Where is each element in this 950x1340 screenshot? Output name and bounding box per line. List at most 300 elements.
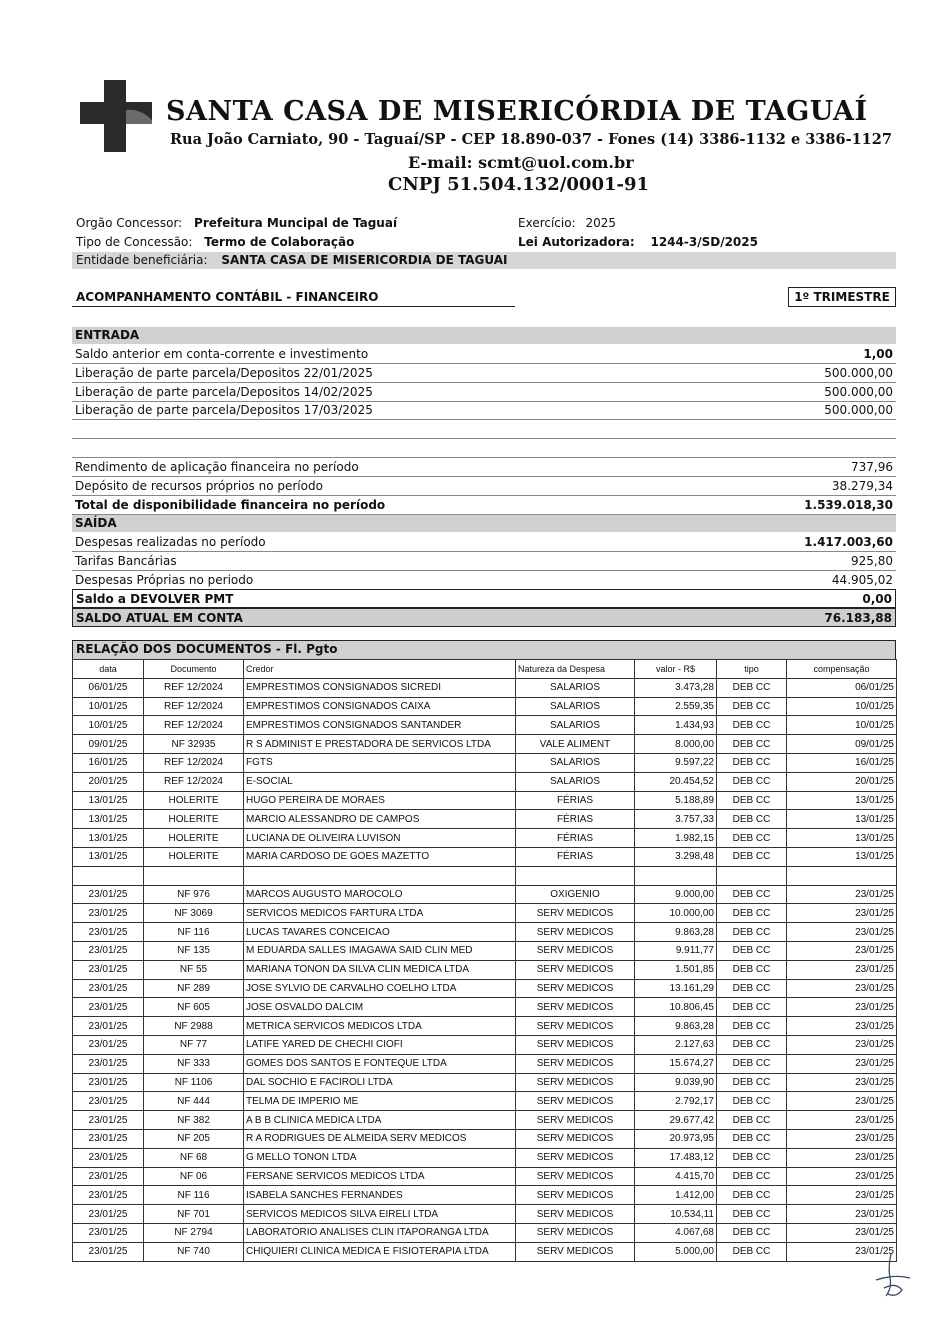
- entidade-beneficiaria: [76, 253, 508, 267]
- cell-data: 23/01/25: [73, 941, 144, 960]
- cell-credor: A B B CLINICA MEDICA LTDA: [244, 1111, 516, 1130]
- orgao-value: Prefeitura Muncipal de Taguaí: [194, 216, 398, 230]
- entrada-row-value: 500.000,00: [824, 403, 893, 417]
- cell-tipo: DEB CC: [717, 810, 787, 829]
- table-row: [73, 810, 897, 829]
- cell-valor: 3.473,28: [635, 678, 717, 697]
- cell-natureza: SERV MEDICOS: [516, 1223, 635, 1242]
- cell-compensacao: 23/01/25: [787, 998, 897, 1017]
- cell-valor: 4.067,68: [635, 1223, 717, 1242]
- table-row: [73, 1223, 897, 1242]
- table-row: [73, 1242, 897, 1261]
- table-row: [73, 979, 897, 998]
- cell-credor: G MELLO TONON LTDA: [244, 1148, 516, 1167]
- cell-valor: 1.982,15: [635, 829, 717, 848]
- table-row: [73, 1205, 897, 1224]
- table-row: [73, 998, 897, 1017]
- cell-data: 23/01/25: [73, 1242, 144, 1261]
- cell-data: 23/01/25: [73, 885, 144, 904]
- saldo-row: [72, 608, 896, 627]
- cell-data: 09/01/25: [73, 735, 144, 754]
- cell-tipo: DEB CC: [717, 735, 787, 754]
- cell-credor: CHIQUIERI CLINICA MEDICA E FISIOTERAPIA LTDA: [244, 1242, 516, 1261]
- cell-tipo: DEB CC: [717, 904, 787, 923]
- cell-valor: 10.000,00: [635, 904, 717, 923]
- cell-data: [73, 866, 144, 885]
- cell-natureza: SALARIOS: [516, 753, 635, 772]
- orgao-label: Orgão Concessor:: [76, 216, 183, 230]
- documents-body: [73, 678, 897, 1261]
- cell-natureza: SERV MEDICOS: [516, 998, 635, 1017]
- table-row: [73, 904, 897, 923]
- org-email: E-mail: scmt@uol.com.br: [408, 153, 634, 172]
- cell-tipo: DEB CC: [717, 1035, 787, 1054]
- cell-natureza: SERV MEDICOS: [516, 1129, 635, 1148]
- despesas-label: Despesas realizadas no período: [75, 535, 266, 549]
- cell-tipo: DEB CC: [717, 1054, 787, 1073]
- cell-valor: 20.454,52: [635, 772, 717, 791]
- cell-natureza: SERV MEDICOS: [516, 1092, 635, 1111]
- proprias-label: Despesas Próprias no periodo: [75, 573, 254, 587]
- despesas-row: [72, 533, 896, 552]
- cell-documento: [144, 866, 244, 885]
- cell-valor: 8.000,00: [635, 735, 717, 754]
- cell-data: 10/01/25: [73, 716, 144, 735]
- cell-valor: 9.863,28: [635, 1017, 717, 1036]
- cell-compensacao: 23/01/25: [787, 1129, 897, 1148]
- entrada-row: [72, 401, 896, 420]
- cell-natureza: SALARIOS: [516, 716, 635, 735]
- table-row: [73, 1054, 897, 1073]
- cell-tipo: DEB CC: [717, 1148, 787, 1167]
- cell-valor: 13.161,29: [635, 979, 717, 998]
- cell-documento: NF 444: [144, 1092, 244, 1111]
- tipo-label: Tipo de Concessão:: [76, 235, 193, 249]
- cell-natureza: SERV MEDICOS: [516, 923, 635, 942]
- table-row: [73, 866, 897, 885]
- cross-logo-icon: [80, 80, 152, 152]
- table-row: [73, 1129, 897, 1148]
- cell-credor: LATIFE YARED DE CHECHI CIOFI: [244, 1035, 516, 1054]
- entidade-value: SANTA CASA DE MISERICORDIA DE TAGUAI: [221, 253, 508, 267]
- cell-credor: MARCIO ALESSANDRO DE CAMPOS: [244, 810, 516, 829]
- cell-data: 23/01/25: [73, 923, 144, 942]
- cell-documento: NF 77: [144, 1035, 244, 1054]
- cell-natureza: SERV MEDICOS: [516, 941, 635, 960]
- cell-compensacao: [787, 866, 897, 885]
- rendimento-label: Rendimento de aplicação financeira no período: [75, 460, 359, 474]
- total-row: [72, 496, 896, 515]
- cell-data: 23/01/25: [73, 1167, 144, 1186]
- cell-data: 23/01/25: [73, 1054, 144, 1073]
- cell-data: 23/01/25: [73, 1017, 144, 1036]
- cell-compensacao: 23/01/25: [787, 1073, 897, 1092]
- report-title: ACOMPANHAMENTO CONTÁBIL - FINANCEIRO: [76, 290, 379, 304]
- cell-documento: NF 32935: [144, 735, 244, 754]
- documents-heading: RELAÇÃO DOS DOCUMENTOS - Fl. Pgto: [72, 640, 896, 659]
- cell-compensacao: 23/01/25: [787, 1205, 897, 1224]
- cell-natureza: SERV MEDICOS: [516, 1242, 635, 1261]
- table-row: [73, 735, 897, 754]
- cell-natureza: FÉRIAS: [516, 847, 635, 866]
- cell-valor: 10.534,11: [635, 1205, 717, 1224]
- cell-natureza: SERV MEDICOS: [516, 1017, 635, 1036]
- cell-credor: JOSE OSVALDO DALCIM: [244, 998, 516, 1017]
- cell-tipo: DEB CC: [717, 1073, 787, 1092]
- cell-natureza: SERV MEDICOS: [516, 1054, 635, 1073]
- cell-tipo: DEB CC: [717, 1017, 787, 1036]
- cell-valor: 3.298,48: [635, 847, 717, 866]
- cell-natureza: SERV MEDICOS: [516, 960, 635, 979]
- cell-credor: ISABELA SANCHES FERNANDES: [244, 1186, 516, 1205]
- cell-documento: NF 740: [144, 1242, 244, 1261]
- tarifas-label: Tarifas Bancárias: [75, 554, 177, 568]
- table-row: [73, 716, 897, 735]
- entrada-row-label: Saldo anterior em conta-corrente e investimento: [75, 347, 369, 361]
- cell-natureza: [516, 866, 635, 885]
- cell-tipo: DEB CC: [717, 1111, 787, 1130]
- documents-table: [72, 659, 897, 1262]
- col-valor: valor - R$: [635, 660, 717, 679]
- cell-natureza: SALARIOS: [516, 772, 635, 791]
- cell-natureza: FÉRIAS: [516, 829, 635, 848]
- cell-data: 13/01/25: [73, 810, 144, 829]
- deposito-label: Depósito de recursos próprios no período: [75, 479, 323, 493]
- cell-documento: NF 205: [144, 1129, 244, 1148]
- cell-credor: M EDUARDA SALLES IMAGAWA SAID CLIN MED: [244, 941, 516, 960]
- saldo-value: 76.183,88: [824, 611, 892, 625]
- lei-autorizadora: [518, 235, 758, 249]
- cell-natureza: SERV MEDICOS: [516, 1205, 635, 1224]
- cell-tipo: DEB CC: [717, 716, 787, 735]
- cell-data: 16/01/25: [73, 753, 144, 772]
- cell-compensacao: 23/01/25: [787, 1054, 897, 1073]
- cell-documento: REF 12/2024: [144, 678, 244, 697]
- cell-valor: 29.677,42: [635, 1111, 717, 1130]
- cell-credor: EMPRESTIMOS CONSIGNADOS CAIXA: [244, 697, 516, 716]
- cell-documento: NF 701: [144, 1205, 244, 1224]
- proprias-row: [72, 571, 896, 590]
- cell-compensacao: 23/01/25: [787, 1092, 897, 1111]
- cell-data: 23/01/25: [73, 904, 144, 923]
- cell-data: 20/01/25: [73, 772, 144, 791]
- cell-natureza: SALARIOS: [516, 697, 635, 716]
- cell-documento: HOLERITE: [144, 791, 244, 810]
- cell-compensacao: 13/01/25: [787, 829, 897, 848]
- cell-natureza: SERV MEDICOS: [516, 1073, 635, 1092]
- table-row: [73, 1035, 897, 1054]
- entrada-empty-row: [72, 420, 896, 439]
- cell-credor: [244, 866, 516, 885]
- cell-compensacao: 06/01/25: [787, 678, 897, 697]
- cell-data: 23/01/25: [73, 1186, 144, 1205]
- proprias-value: 44.905,02: [831, 573, 893, 587]
- cell-tipo: DEB CC: [717, 979, 787, 998]
- rendimento-value: 737,96: [851, 460, 893, 474]
- cell-data: 13/01/25: [73, 791, 144, 810]
- cell-compensacao: 23/01/25: [787, 1242, 897, 1261]
- cell-compensacao: 10/01/25: [787, 716, 897, 735]
- cell-credor: LUCIANA DE OLIVEIRA LUVISON: [244, 829, 516, 848]
- cell-data: 23/01/25: [73, 960, 144, 979]
- cell-documento: NF 605: [144, 998, 244, 1017]
- cell-compensacao: 13/01/25: [787, 810, 897, 829]
- cell-compensacao: 23/01/25: [787, 1223, 897, 1242]
- col-documento: Documento: [144, 660, 244, 679]
- table-row: [73, 1017, 897, 1036]
- table-row: [73, 923, 897, 942]
- cell-data: 06/01/25: [73, 678, 144, 697]
- tipo-concessao: [76, 235, 354, 249]
- cell-natureza: SERV MEDICOS: [516, 1111, 635, 1130]
- cell-credor: GOMES DOS SANTOS E FONTEQUE LTDA: [244, 1054, 516, 1073]
- period-badge: 1º TRIMESTRE: [788, 287, 896, 307]
- cell-compensacao: 23/01/25: [787, 1017, 897, 1036]
- table-row: [73, 941, 897, 960]
- cell-valor: 5.188,89: [635, 791, 717, 810]
- cell-compensacao: 23/01/25: [787, 941, 897, 960]
- tipo-value: Termo de Colaboração: [204, 235, 355, 249]
- lei-value: 1244-3/SD/2025: [650, 235, 758, 249]
- tarifas-row: [72, 552, 896, 571]
- cell-tipo: DEB CC: [717, 829, 787, 848]
- cell-data: 23/01/25: [73, 1148, 144, 1167]
- cell-valor: 9.000,00: [635, 885, 717, 904]
- cell-credor: MARIA CARDOSO DE GOES MAZETTO: [244, 847, 516, 866]
- cell-documento: NF 333: [144, 1054, 244, 1073]
- cell-documento: NF 2988: [144, 1017, 244, 1036]
- cell-documento: NF 1106: [144, 1073, 244, 1092]
- cell-documento: NF 06: [144, 1167, 244, 1186]
- table-row: [73, 1186, 897, 1205]
- col-tipo: tipo: [717, 660, 787, 679]
- cell-documento: NF 55: [144, 960, 244, 979]
- cell-documento: NF 116: [144, 1186, 244, 1205]
- cell-data: 23/01/25: [73, 1129, 144, 1148]
- cell-valor: [635, 866, 717, 885]
- tarifas-value: 925,80: [851, 554, 893, 568]
- cell-data: 23/01/25: [73, 1223, 144, 1242]
- cell-tipo: DEB CC: [717, 791, 787, 810]
- entrada-heading: ENTRADA: [72, 327, 896, 344]
- cell-compensacao: 23/01/25: [787, 1148, 897, 1167]
- cell-credor: R S ADMINIST E PRESTADORA DE SERVICOS LTDA: [244, 735, 516, 754]
- cell-valor: 9.911,77: [635, 941, 717, 960]
- entrada-row-value: 500.000,00: [824, 385, 893, 399]
- table-row: [73, 829, 897, 848]
- cell-tipo: DEB CC: [717, 1242, 787, 1261]
- cell-compensacao: 23/01/25: [787, 904, 897, 923]
- cell-natureza: SERV MEDICOS: [516, 979, 635, 998]
- cell-valor: 2.792,17: [635, 1092, 717, 1111]
- cell-documento: HOLERITE: [144, 847, 244, 866]
- cell-documento: NF 135: [144, 941, 244, 960]
- cell-credor: EMPRESTIMOS CONSIGNADOS SICREDI: [244, 678, 516, 697]
- cell-tipo: DEB CC: [717, 960, 787, 979]
- cell-tipo: DEB CC: [717, 1223, 787, 1242]
- report-title-underline: [72, 306, 515, 307]
- exercicio-label: Exercício:: [518, 216, 576, 230]
- col-credor: Credor: [244, 660, 516, 679]
- cell-natureza: SALARIOS: [516, 678, 635, 697]
- table-row: [73, 697, 897, 716]
- cell-tipo: DEB CC: [717, 753, 787, 772]
- cell-valor: 5.000,00: [635, 1242, 717, 1261]
- table-row: [73, 1148, 897, 1167]
- cell-compensacao: 13/01/25: [787, 847, 897, 866]
- cell-tipo: DEB CC: [717, 697, 787, 716]
- cell-documento: NF 68: [144, 1148, 244, 1167]
- cell-data: 13/01/25: [73, 847, 144, 866]
- table-row: [73, 1111, 897, 1130]
- cell-compensacao: 23/01/25: [787, 960, 897, 979]
- cell-credor: TELMA DE IMPERIO ME: [244, 1092, 516, 1111]
- deposito-value: 38.279,34: [831, 479, 893, 493]
- cell-documento: HOLERITE: [144, 810, 244, 829]
- cell-credor: SERVICOS MEDICOS SILVA EIRELI LTDA: [244, 1205, 516, 1224]
- cell-documento: NF 289: [144, 979, 244, 998]
- entrada-row-value: 500.000,00: [824, 366, 893, 380]
- cell-valor: 15.674,27: [635, 1054, 717, 1073]
- table-row: [73, 1073, 897, 1092]
- rendimento-row: [72, 458, 896, 477]
- cell-tipo: DEB CC: [717, 1092, 787, 1111]
- cell-documento: NF 2794: [144, 1223, 244, 1242]
- cell-natureza: FÉRIAS: [516, 791, 635, 810]
- cell-credor: E-SOCIAL: [244, 772, 516, 791]
- cell-tipo: DEB CC: [717, 847, 787, 866]
- cell-valor: 17.483,12: [635, 1148, 717, 1167]
- cell-tipo: DEB CC: [717, 772, 787, 791]
- cell-compensacao: 10/01/25: [787, 697, 897, 716]
- cell-documento: NF 976: [144, 885, 244, 904]
- cell-credor: FGTS: [244, 753, 516, 772]
- cell-documento: NF 116: [144, 923, 244, 942]
- devolver-label: Saldo a DEVOLVER PMT: [76, 592, 234, 606]
- cell-natureza: SERV MEDICOS: [516, 1167, 635, 1186]
- cell-natureza: FÉRIAS: [516, 810, 635, 829]
- devolver-row: [72, 589, 896, 608]
- cell-natureza: OXIGENIO: [516, 885, 635, 904]
- cell-credor: LABORATORIO ANALISES CLIN ITAPORANGA LTDA: [244, 1223, 516, 1242]
- cell-compensacao: 13/01/25: [787, 791, 897, 810]
- saldo-label: SALDO ATUAL EM CONTA: [76, 611, 243, 625]
- cell-natureza: SERV MEDICOS: [516, 1035, 635, 1054]
- entrada-row: [72, 345, 896, 364]
- entrada-row: [72, 383, 896, 402]
- cell-valor: 2.127,63: [635, 1035, 717, 1054]
- table-row: [73, 753, 897, 772]
- cell-valor: 3.757,33: [635, 810, 717, 829]
- cell-tipo: DEB CC: [717, 678, 787, 697]
- entrada-row: [72, 364, 896, 383]
- handwritten-signature-icon: [866, 1252, 916, 1302]
- cell-data: 23/01/25: [73, 979, 144, 998]
- cell-tipo: DEB CC: [717, 1167, 787, 1186]
- cell-natureza: VALE ALIMENT: [516, 735, 635, 754]
- org-name: SANTA CASA DE MISERICÓRDIA DE TAGUAÍ: [166, 96, 868, 127]
- cell-compensacao: 23/01/25: [787, 923, 897, 942]
- cell-credor: METRICA SERVICOS MEDICOS LTDA: [244, 1017, 516, 1036]
- cell-credor: FERSANE SERVICOS MEDICOS LTDA: [244, 1167, 516, 1186]
- cell-tipo: DEB CC: [717, 998, 787, 1017]
- exercicio-value: 2025: [585, 216, 616, 230]
- org-address: Rua João Carniato, 90 - Taguaí/SP - CEP 18.890-037 - Fones (14) 3386-1132 e 3386-1127: [170, 131, 892, 148]
- cell-valor: 9.039,90: [635, 1073, 717, 1092]
- entrada-row-label: Liberação de parte parcela/Depositos 14/02/2025: [75, 385, 373, 399]
- table-row: [73, 1167, 897, 1186]
- cell-credor: JOSE SYLVIO DE CARVALHO COELHO LTDA: [244, 979, 516, 998]
- saida-heading: SAÍDA: [72, 515, 896, 532]
- cell-credor: LUCAS TAVARES CONCEICAO: [244, 923, 516, 942]
- cell-tipo: DEB CC: [717, 923, 787, 942]
- cell-compensacao: 09/01/25: [787, 735, 897, 754]
- col-compensacao: compensação: [787, 660, 897, 679]
- cell-credor: SERVICOS MEDICOS FARTURA LTDA: [244, 904, 516, 923]
- cell-tipo: DEB CC: [717, 1186, 787, 1205]
- cell-compensacao: 23/01/25: [787, 1167, 897, 1186]
- cell-data: 23/01/25: [73, 1035, 144, 1054]
- cell-valor: 2.559,35: [635, 697, 717, 716]
- entrada-row-label: Liberação de parte parcela/Depositos 22/01/2025: [75, 366, 373, 380]
- cell-data: 23/01/25: [73, 1111, 144, 1130]
- cell-valor: 20.973,95: [635, 1129, 717, 1148]
- cell-valor: 4.415,70: [635, 1167, 717, 1186]
- entidade-label: Entidade beneficiária:: [76, 253, 208, 267]
- table-row: [73, 960, 897, 979]
- cell-documento: REF 12/2024: [144, 697, 244, 716]
- cell-documento: NF 382: [144, 1111, 244, 1130]
- cell-valor: 1.412,00: [635, 1186, 717, 1205]
- cell-valor: 10.806,45: [635, 998, 717, 1017]
- cell-data: 23/01/25: [73, 1205, 144, 1224]
- entrada-row-label: Liberação de parte parcela/Depositos 17/03/2025: [75, 403, 373, 417]
- total-value: 1.539.018,30: [804, 498, 893, 512]
- cell-compensacao: 23/01/25: [787, 1111, 897, 1130]
- cell-natureza: SERV MEDICOS: [516, 904, 635, 923]
- orgao-concessor: [76, 216, 397, 230]
- org-cnpj: CNPJ 51.504.132/0001-91: [388, 174, 650, 195]
- cell-credor: HUGO PEREIRA DE MORAES: [244, 791, 516, 810]
- exercicio: [518, 216, 616, 230]
- cell-tipo: DEB CC: [717, 941, 787, 960]
- cell-compensacao: 20/01/25: [787, 772, 897, 791]
- cell-valor: 9.863,28: [635, 923, 717, 942]
- cell-documento: REF 12/2024: [144, 716, 244, 735]
- table-row: [73, 678, 897, 697]
- cell-credor: EMPRESTIMOS CONSIGNADOS SANTANDER: [244, 716, 516, 735]
- cell-valor: 9.597,22: [635, 753, 717, 772]
- cell-tipo: DEB CC: [717, 1205, 787, 1224]
- cell-compensacao: 23/01/25: [787, 885, 897, 904]
- cell-documento: NF 3069: [144, 904, 244, 923]
- table-row: [73, 847, 897, 866]
- cell-tipo: DEB CC: [717, 885, 787, 904]
- table-row: [73, 772, 897, 791]
- cell-tipo: [717, 866, 787, 885]
- entrada-empty-row: [72, 439, 896, 458]
- cell-compensacao: 23/01/25: [787, 979, 897, 998]
- total-label: Total de disponibilidade financeira no período: [75, 498, 386, 512]
- cell-documento: HOLERITE: [144, 829, 244, 848]
- table-row: [73, 791, 897, 810]
- cell-valor: 1.501,85: [635, 960, 717, 979]
- cell-data: 23/01/25: [73, 998, 144, 1017]
- table-header-row: [73, 660, 897, 679]
- cell-valor: 1.434,93: [635, 716, 717, 735]
- entrada-row-value: 1,00: [863, 347, 893, 361]
- cell-data: 23/01/25: [73, 1073, 144, 1092]
